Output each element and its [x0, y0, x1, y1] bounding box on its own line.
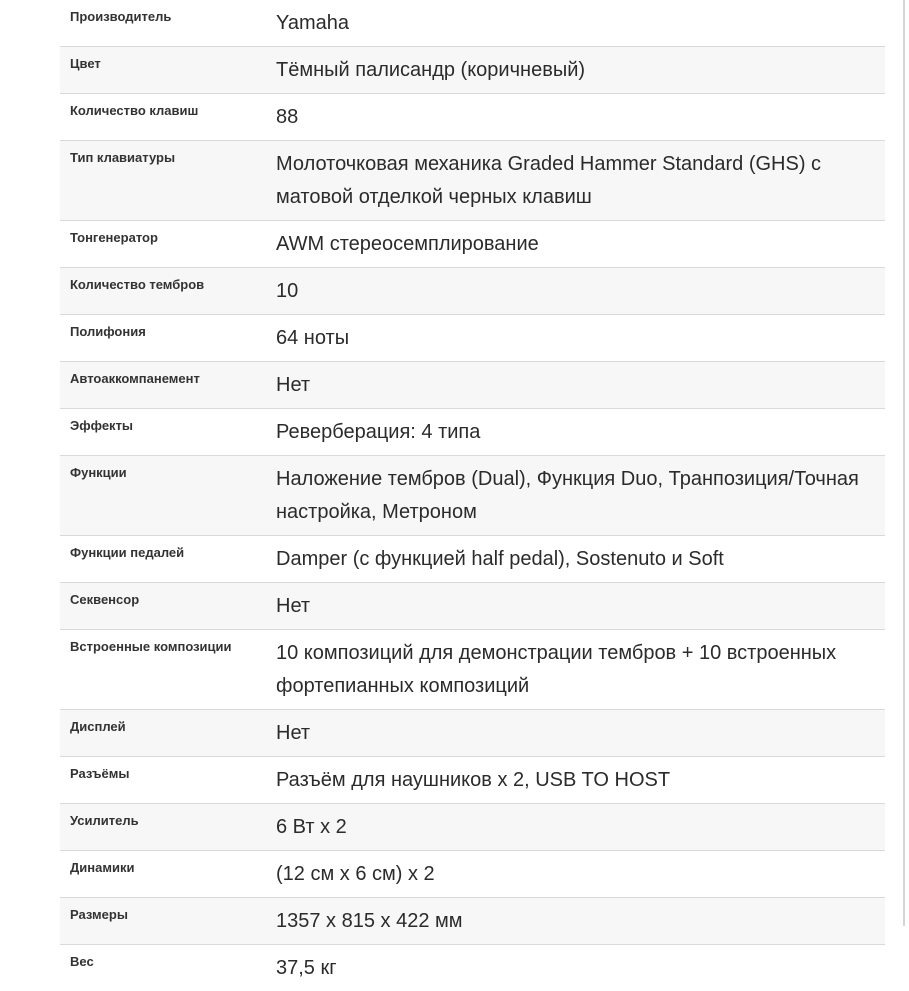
spec-label: Тонгенератор [70, 230, 158, 245]
spec-row-dimensions [60, 898, 885, 945]
spec-value: Молоточковая механика Graded Hammer Standard (GHS) с матовой отделкой черных клавиш [276, 153, 822, 208]
spec-value: Нет [276, 595, 311, 617]
spec-label: Вес [70, 954, 94, 969]
spec-row-amplifier [60, 804, 885, 851]
spec-row-built-in-songs [60, 630, 885, 710]
specifications-table [60, 0, 885, 991]
spec-label: Усилитель [70, 813, 139, 828]
spec-value: 88 [276, 106, 299, 128]
spec-label: Автоаккомпанемент [70, 371, 200, 386]
spec-label: Размеры [70, 907, 128, 922]
spec-label: Встроенные композиции [70, 639, 232, 654]
spec-row-speakers [60, 851, 885, 898]
spec-label: Эффекты [70, 418, 134, 433]
spec-label: Разъёмы [70, 766, 130, 781]
spec-row-voice-count [60, 268, 885, 315]
spec-row-connectors [60, 757, 885, 804]
spec-row-effects [60, 409, 885, 456]
spec-label: Тип клавиатуры [70, 150, 176, 165]
spec-row-key-count [60, 94, 885, 141]
spec-label: Цвет [70, 56, 101, 71]
spec-value: 37,5 кг [276, 957, 337, 979]
spec-value: Yamaha [276, 12, 350, 34]
spec-label: Динамики [70, 860, 135, 875]
spec-value: Наложение тембров (Dual), Функция Duo, Транпозиция/Точная настройка, Метроном [276, 468, 859, 523]
spec-value: 6 Вт х 2 [276, 816, 347, 838]
spec-value: 64 ноты [276, 327, 350, 349]
spec-label: Дисплей [70, 719, 126, 734]
spec-label: Полифония [70, 324, 146, 339]
spec-value: Нет [276, 722, 311, 744]
spec-value: Разъём для наушников х 2, USB TO HOST [276, 769, 671, 791]
spec-row-color [60, 47, 885, 94]
spec-row-functions [60, 456, 885, 536]
spec-value: 10 композиций для демонстрации тембров + 10 встроенных фортепианных композиций [276, 642, 837, 697]
spec-value: Damper (с функцией half pedal), Sostenuto и Soft [276, 548, 724, 570]
spec-value: Нет [276, 374, 311, 396]
spec-label: Секвенсор [70, 592, 140, 607]
spec-value: Реверберация: 4 типа [276, 421, 481, 443]
spec-label: Функции [70, 465, 127, 480]
spec-label: Производитель [70, 9, 172, 24]
spec-row-pedal-functions [60, 536, 885, 583]
spec-row-display [60, 710, 885, 757]
page-edge-divider [903, 0, 905, 926]
spec-row-auto-accompaniment [60, 362, 885, 409]
spec-row-sequencer [60, 583, 885, 630]
spec-row-polyphony [60, 315, 885, 362]
spec-row-tone-generator [60, 221, 885, 268]
spec-label: Количество клавиш [70, 103, 199, 118]
spec-value: Тёмный палисандр (коричневый) [276, 59, 586, 81]
spec-value: 1357 х 815 х 422 мм [276, 910, 463, 932]
spec-value: 10 [276, 280, 299, 302]
spec-row-keyboard-type [60, 141, 885, 221]
spec-label: Количество тембров [70, 277, 205, 292]
spec-value: AWM стереосемплирование [276, 233, 539, 255]
spec-value: (12 см х 6 см) х 2 [276, 863, 435, 885]
spec-label: Функции педалей [70, 545, 185, 560]
spec-row-manufacturer [60, 0, 885, 47]
spec-row-weight [60, 945, 885, 991]
